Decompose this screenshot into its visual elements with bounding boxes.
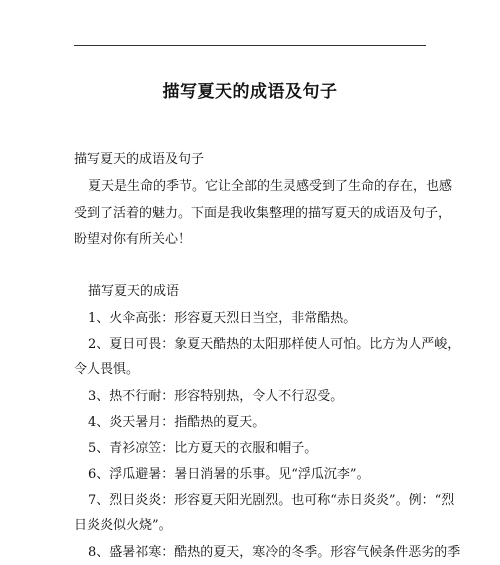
list-item: 5、青衫凉笠：比方夏天的衣服和帽子。 xyxy=(88,441,318,456)
list-item: 1、火伞高张：形容夏天烈日当空，非常酷热。 xyxy=(88,311,357,326)
list-item-continuation: 日炎炎似火烧”。 xyxy=(74,518,172,533)
document-title: 描写夏天的成语及句子 xyxy=(162,82,338,102)
list-item: 8、盛暑祁寒：酷热的夏天，寒冷的冬季。形容气候条件恶劣的季 xyxy=(88,545,461,560)
header-rule xyxy=(74,45,426,46)
section-heading: 描写夏天的成语 xyxy=(88,284,180,299)
list-item: 2、夏日可畏：象夏天酷热的太阳那样使人可怕。比方为人严峻， xyxy=(88,337,461,352)
list-item: 4、炎天暑月：指酷热的夏天。 xyxy=(88,415,266,430)
list-item: 3、热不行耐：形容特别热，令人不行忍受。 xyxy=(88,389,344,404)
list-item-continuation: 令人畏惧。 xyxy=(74,362,140,377)
subtitle: 描写夏天的成语及句子 xyxy=(74,152,205,167)
intro-line-2: 受到了活着的魅力。下面是我收集整理的描写夏天的成语及句子， xyxy=(74,206,452,221)
list-item: 6、浮瓜避暑：暑日消暑的乐事。见“浮瓜沉李”。 xyxy=(88,467,370,482)
list-item: 7、烈日炎炎：形容夏天阳光剧烈。也可称“赤日炎炎”。例：“烈 xyxy=(88,493,455,508)
intro-line-3: 盼望对你有所关心！ xyxy=(74,232,192,247)
intro-line-1: 夏天是生命的季节。它让全部的生灵感受到了生命的存在，也感 xyxy=(88,179,453,194)
